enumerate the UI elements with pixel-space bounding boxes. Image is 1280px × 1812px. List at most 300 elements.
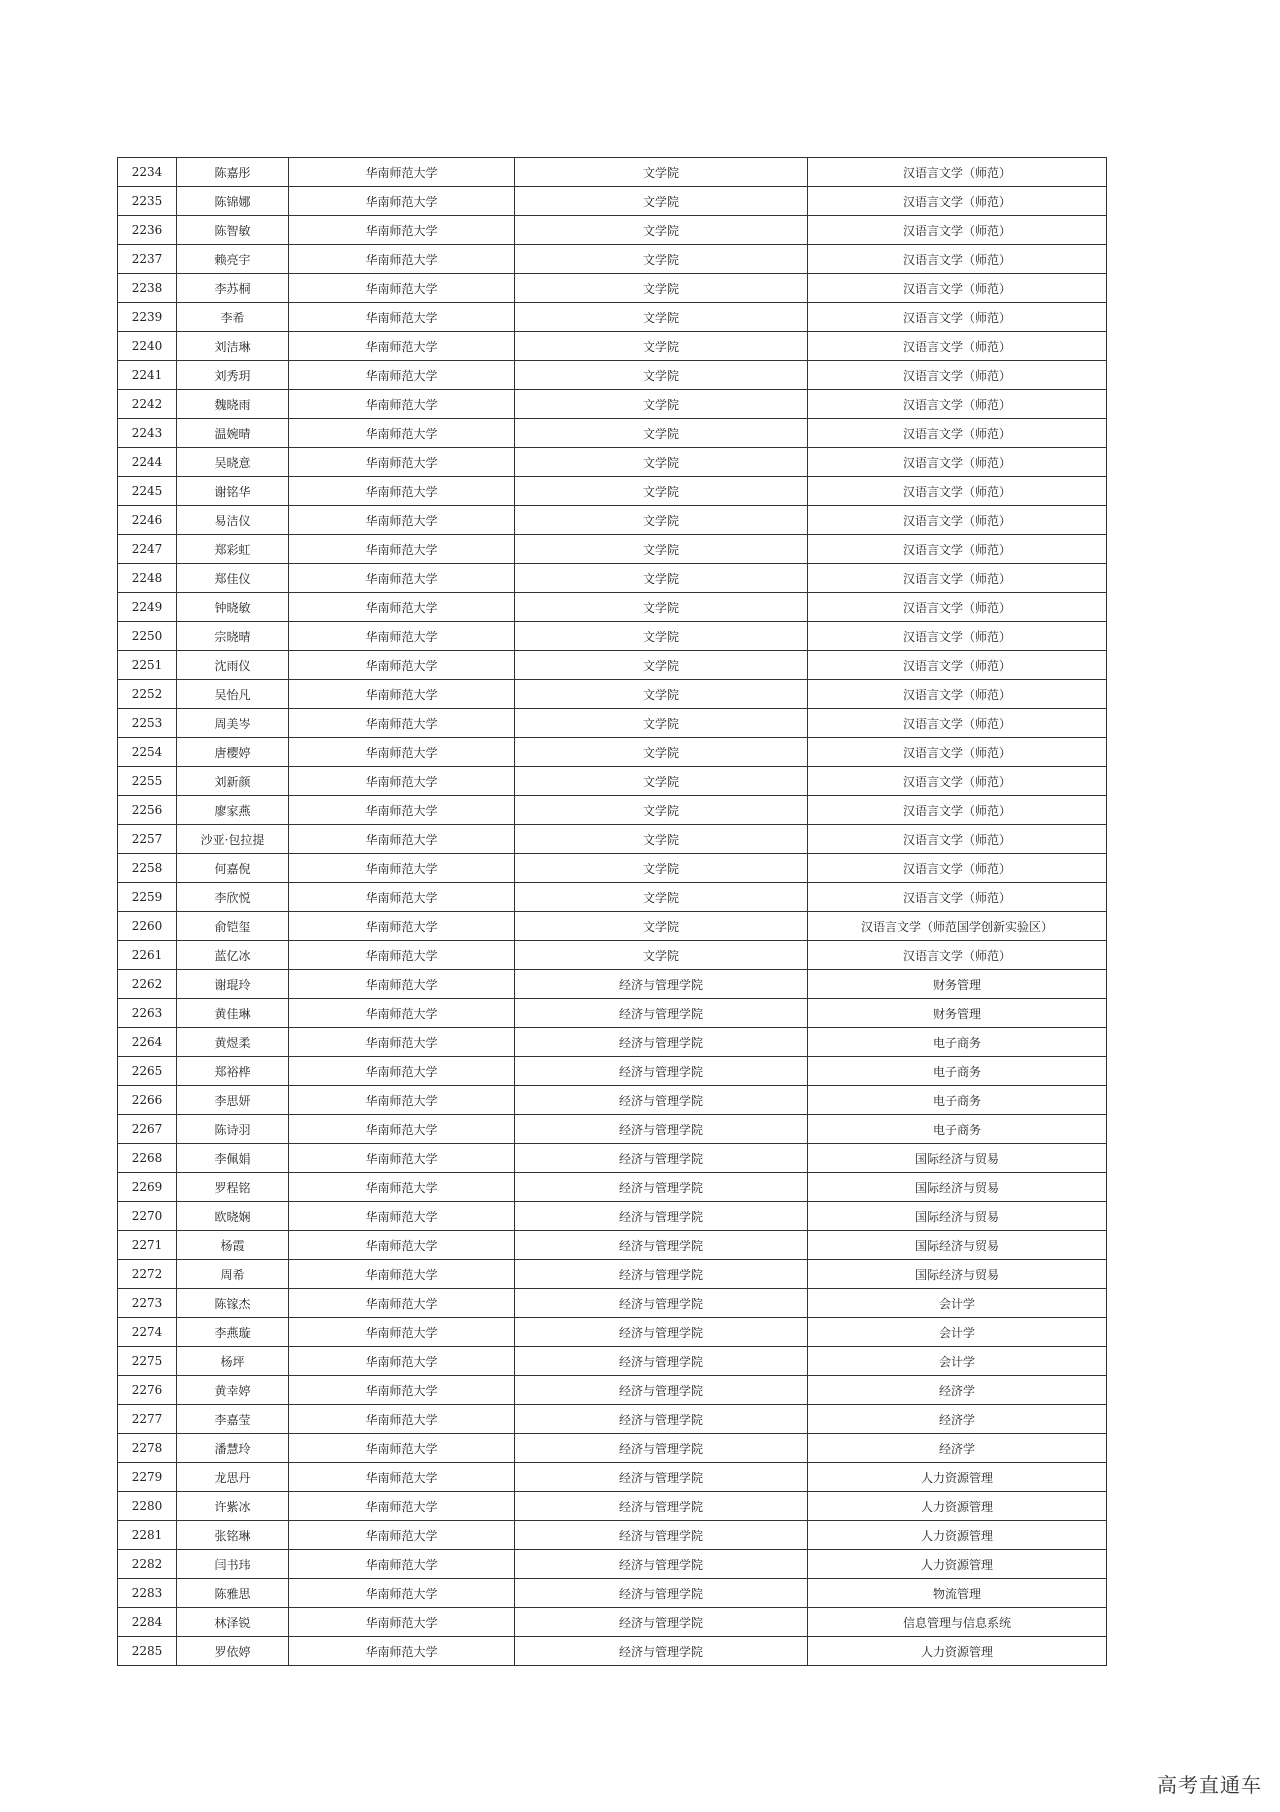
university-cell: 华南师范大学 <box>289 1260 515 1289</box>
college-cell: 文学院 <box>515 216 808 245</box>
row-number-cell: 2254 <box>118 738 177 767</box>
name-cell: 郑彩虹 <box>177 535 289 564</box>
name-cell: 钟晓敏 <box>177 593 289 622</box>
university-cell: 华南师范大学 <box>289 680 515 709</box>
row-number-cell: 2253 <box>118 709 177 738</box>
major-cell: 汉语言文学（师范） <box>808 564 1107 593</box>
major-cell: 汉语言文学（师范） <box>808 187 1107 216</box>
row-number-cell: 2266 <box>118 1086 177 1115</box>
row-number-cell: 2235 <box>118 187 177 216</box>
row-number-cell: 2273 <box>118 1289 177 1318</box>
major-cell: 汉语言文学（师范） <box>808 941 1107 970</box>
college-cell: 经济与管理学院 <box>515 1318 808 1347</box>
major-cell: 汉语言文学（师范） <box>808 245 1107 274</box>
major-cell: 国际经济与贸易 <box>808 1231 1107 1260</box>
row-number-cell: 2255 <box>118 767 177 796</box>
major-cell: 汉语言文学（师范） <box>808 448 1107 477</box>
college-cell: 经济与管理学院 <box>515 1405 808 1434</box>
table-row <box>118 883 1107 912</box>
row-number-cell: 2277 <box>118 1405 177 1434</box>
name-cell: 廖家燕 <box>177 796 289 825</box>
table-row <box>118 709 1107 738</box>
name-cell: 谢铭华 <box>177 477 289 506</box>
university-cell: 华南师范大学 <box>289 564 515 593</box>
college-cell: 文学院 <box>515 651 808 680</box>
table-row <box>118 1202 1107 1231</box>
table-row <box>118 1231 1107 1260</box>
university-cell: 华南师范大学 <box>289 738 515 767</box>
college-cell: 文学院 <box>515 854 808 883</box>
major-cell: 财务管理 <box>808 999 1107 1028</box>
table-row <box>118 419 1107 448</box>
major-cell: 电子商务 <box>808 1115 1107 1144</box>
table-row <box>118 970 1107 999</box>
row-number-cell: 2260 <box>118 912 177 941</box>
college-cell: 文学院 <box>515 535 808 564</box>
name-cell: 赖亮宇 <box>177 245 289 274</box>
name-cell: 陈镓杰 <box>177 1289 289 1318</box>
college-cell: 经济与管理学院 <box>515 1057 808 1086</box>
university-cell: 华南师范大学 <box>289 622 515 651</box>
major-cell: 人力资源管理 <box>808 1550 1107 1579</box>
name-cell: 陈智敏 <box>177 216 289 245</box>
table-row <box>118 854 1107 883</box>
name-cell: 陈诗羽 <box>177 1115 289 1144</box>
row-number-cell: 2250 <box>118 622 177 651</box>
row-number-cell: 2252 <box>118 680 177 709</box>
table-row <box>118 999 1107 1028</box>
row-number-cell: 2240 <box>118 332 177 361</box>
major-cell: 汉语言文学（师范） <box>808 216 1107 245</box>
university-cell: 华南师范大学 <box>289 767 515 796</box>
major-cell: 汉语言文学（师范） <box>808 854 1107 883</box>
table-row <box>118 1637 1107 1666</box>
college-cell: 文学院 <box>515 564 808 593</box>
table-row <box>118 535 1107 564</box>
name-cell: 宗晓晴 <box>177 622 289 651</box>
university-cell: 华南师范大学 <box>289 535 515 564</box>
name-cell: 刘新颜 <box>177 767 289 796</box>
row-number-cell: 2247 <box>118 535 177 564</box>
name-cell: 闫书玮 <box>177 1550 289 1579</box>
university-cell: 华南师范大学 <box>289 796 515 825</box>
table-row <box>118 1492 1107 1521</box>
table-row <box>118 796 1107 825</box>
university-cell: 华南师范大学 <box>289 216 515 245</box>
college-cell: 文学院 <box>515 738 808 767</box>
major-cell: 汉语言文学（师范） <box>808 651 1107 680</box>
table-row <box>118 1347 1107 1376</box>
name-cell: 许紫冰 <box>177 1492 289 1521</box>
university-cell: 华南师范大学 <box>289 1434 515 1463</box>
college-cell: 文学院 <box>515 274 808 303</box>
row-number-cell: 2243 <box>118 419 177 448</box>
college-cell: 经济与管理学院 <box>515 1115 808 1144</box>
table-row <box>118 274 1107 303</box>
row-number-cell: 2264 <box>118 1028 177 1057</box>
university-cell: 华南师范大学 <box>289 187 515 216</box>
name-cell: 罗依婷 <box>177 1637 289 1666</box>
university-cell: 华南师范大学 <box>289 883 515 912</box>
university-cell: 华南师范大学 <box>289 1347 515 1376</box>
college-cell: 文学院 <box>515 622 808 651</box>
row-number-cell: 2238 <box>118 274 177 303</box>
major-cell: 汉语言文学（师范） <box>808 593 1107 622</box>
college-cell: 经济与管理学院 <box>515 1579 808 1608</box>
name-cell: 吴怡凡 <box>177 680 289 709</box>
major-cell: 人力资源管理 <box>808 1492 1107 1521</box>
table-row <box>118 303 1107 332</box>
university-cell: 华南师范大学 <box>289 1173 515 1202</box>
row-number-cell: 2257 <box>118 825 177 854</box>
major-cell: 会计学 <box>808 1318 1107 1347</box>
university-cell: 华南师范大学 <box>289 1115 515 1144</box>
row-number-cell: 2267 <box>118 1115 177 1144</box>
major-cell: 汉语言文学（师范） <box>808 796 1107 825</box>
row-number-cell: 2245 <box>118 477 177 506</box>
table-row <box>118 506 1107 535</box>
university-cell: 华南师范大学 <box>289 245 515 274</box>
name-cell: 郑佳仪 <box>177 564 289 593</box>
college-cell: 经济与管理学院 <box>515 1376 808 1405</box>
college-cell: 文学院 <box>515 767 808 796</box>
name-cell: 黄煜柔 <box>177 1028 289 1057</box>
table-row <box>118 332 1107 361</box>
name-cell: 刘洁琳 <box>177 332 289 361</box>
university-cell: 华南师范大学 <box>289 332 515 361</box>
table-row <box>118 1260 1107 1289</box>
name-cell: 李嘉莹 <box>177 1405 289 1434</box>
college-cell: 文学院 <box>515 941 808 970</box>
major-cell: 汉语言文学（师范） <box>808 535 1107 564</box>
table-row <box>118 1463 1107 1492</box>
college-cell: 经济与管理学院 <box>515 1434 808 1463</box>
row-number-cell: 2284 <box>118 1608 177 1637</box>
major-cell: 电子商务 <box>808 1028 1107 1057</box>
table-row <box>118 448 1107 477</box>
table-row <box>118 245 1107 274</box>
university-cell: 华南师范大学 <box>289 941 515 970</box>
row-number-cell: 2261 <box>118 941 177 970</box>
college-cell: 经济与管理学院 <box>515 1086 808 1115</box>
major-cell: 汉语言文学（师范） <box>808 303 1107 332</box>
major-cell: 汉语言文学（师范） <box>808 477 1107 506</box>
college-cell: 文学院 <box>515 680 808 709</box>
name-cell: 林泽锐 <box>177 1608 289 1637</box>
table-row <box>118 1318 1107 1347</box>
name-cell: 杨霞 <box>177 1231 289 1260</box>
table-row <box>118 622 1107 651</box>
major-cell: 人力资源管理 <box>808 1521 1107 1550</box>
college-cell: 文学院 <box>515 883 808 912</box>
row-number-cell: 2237 <box>118 245 177 274</box>
name-cell: 黄佳琳 <box>177 999 289 1028</box>
university-cell: 华南师范大学 <box>289 1521 515 1550</box>
college-cell: 文学院 <box>515 187 808 216</box>
college-cell: 经济与管理学院 <box>515 1492 808 1521</box>
university-cell: 华南师范大学 <box>289 1289 515 1318</box>
table-row <box>118 1028 1107 1057</box>
table-row <box>118 1579 1107 1608</box>
college-cell: 经济与管理学院 <box>515 1463 808 1492</box>
table-row <box>118 477 1107 506</box>
major-cell: 会计学 <box>808 1347 1107 1376</box>
row-number-cell: 2281 <box>118 1521 177 1550</box>
major-cell: 汉语言文学（师范） <box>808 622 1107 651</box>
university-cell: 华南师范大学 <box>289 1231 515 1260</box>
university-cell: 华南师范大学 <box>289 1376 515 1405</box>
row-number-cell: 2258 <box>118 854 177 883</box>
name-cell: 俞铠玺 <box>177 912 289 941</box>
row-number-cell: 2241 <box>118 361 177 390</box>
university-cell: 华南师范大学 <box>289 158 515 187</box>
university-cell: 华南师范大学 <box>289 506 515 535</box>
name-cell: 杨坪 <box>177 1347 289 1376</box>
row-number-cell: 2263 <box>118 999 177 1028</box>
major-cell: 国际经济与贸易 <box>808 1260 1107 1289</box>
row-number-cell: 2244 <box>118 448 177 477</box>
university-cell: 华南师范大学 <box>289 999 515 1028</box>
table-row <box>118 738 1107 767</box>
name-cell: 李欣悦 <box>177 883 289 912</box>
university-cell: 华南师范大学 <box>289 1492 515 1521</box>
row-number-cell: 2276 <box>118 1376 177 1405</box>
name-cell: 周美岑 <box>177 709 289 738</box>
major-cell: 汉语言文学（师范） <box>808 709 1107 738</box>
college-cell: 文学院 <box>515 245 808 274</box>
table-row <box>118 680 1107 709</box>
table-row <box>118 1608 1107 1637</box>
university-cell: 华南师范大学 <box>289 303 515 332</box>
college-cell: 经济与管理学院 <box>515 1521 808 1550</box>
name-cell: 李佩娟 <box>177 1144 289 1173</box>
row-number-cell: 2269 <box>118 1173 177 1202</box>
name-cell: 龙思丹 <box>177 1463 289 1492</box>
row-number-cell: 2268 <box>118 1144 177 1173</box>
name-cell: 张铭琳 <box>177 1521 289 1550</box>
row-number-cell: 2262 <box>118 970 177 999</box>
university-cell: 华南师范大学 <box>289 448 515 477</box>
major-cell: 汉语言文学（师范） <box>808 738 1107 767</box>
university-cell: 华南师范大学 <box>289 593 515 622</box>
major-cell: 汉语言文学（师范） <box>808 825 1107 854</box>
name-cell: 罗程铭 <box>177 1173 289 1202</box>
college-cell: 经济与管理学院 <box>515 1550 808 1579</box>
university-cell: 华南师范大学 <box>289 477 515 506</box>
name-cell: 刘秀玥 <box>177 361 289 390</box>
row-number-cell: 2282 <box>118 1550 177 1579</box>
name-cell: 沈雨仪 <box>177 651 289 680</box>
major-cell: 电子商务 <box>808 1086 1107 1115</box>
row-number-cell: 2242 <box>118 390 177 419</box>
row-number-cell: 2249 <box>118 593 177 622</box>
major-cell: 经济学 <box>808 1405 1107 1434</box>
table-row <box>118 1057 1107 1086</box>
major-cell: 经济学 <box>808 1376 1107 1405</box>
name-cell: 易洁仪 <box>177 506 289 535</box>
table-row <box>118 1086 1107 1115</box>
table-row <box>118 361 1107 390</box>
major-cell: 财务管理 <box>808 970 1107 999</box>
row-number-cell: 2259 <box>118 883 177 912</box>
row-number-cell: 2248 <box>118 564 177 593</box>
table-row <box>118 912 1107 941</box>
row-number-cell: 2239 <box>118 303 177 332</box>
name-cell: 李希 <box>177 303 289 332</box>
university-cell: 华南师范大学 <box>289 651 515 680</box>
major-cell: 信息管理与信息系统 <box>808 1608 1107 1637</box>
row-number-cell: 2272 <box>118 1260 177 1289</box>
university-cell: 华南师范大学 <box>289 390 515 419</box>
table-row <box>118 1173 1107 1202</box>
college-cell: 文学院 <box>515 593 808 622</box>
university-cell: 华南师范大学 <box>289 970 515 999</box>
name-cell: 魏晓雨 <box>177 390 289 419</box>
table-row <box>118 1376 1107 1405</box>
name-cell: 吴晓意 <box>177 448 289 477</box>
college-cell: 文学院 <box>515 825 808 854</box>
college-cell: 文学院 <box>515 796 808 825</box>
name-cell: 陈雅思 <box>177 1579 289 1608</box>
major-cell: 物流管理 <box>808 1579 1107 1608</box>
row-number-cell: 2278 <box>118 1434 177 1463</box>
row-number-cell: 2283 <box>118 1579 177 1608</box>
college-cell: 经济与管理学院 <box>515 1028 808 1057</box>
major-cell: 会计学 <box>808 1289 1107 1318</box>
watermark: 高考直通车 <box>1157 1773 1262 1797</box>
college-cell: 经济与管理学院 <box>515 1173 808 1202</box>
table-row <box>118 1521 1107 1550</box>
university-cell: 华南师范大学 <box>289 854 515 883</box>
college-cell: 文学院 <box>515 709 808 738</box>
major-cell: 汉语言文学（师范） <box>808 158 1107 187</box>
table-row <box>118 1405 1107 1434</box>
name-cell: 温婉晴 <box>177 419 289 448</box>
name-cell: 陈嘉彤 <box>177 158 289 187</box>
major-cell: 汉语言文学（师范） <box>808 883 1107 912</box>
row-number-cell: 2256 <box>118 796 177 825</box>
university-cell: 华南师范大学 <box>289 1086 515 1115</box>
college-cell: 经济与管理学院 <box>515 1144 808 1173</box>
college-cell: 经济与管理学院 <box>515 970 808 999</box>
college-cell: 文学院 <box>515 419 808 448</box>
row-number-cell: 2246 <box>118 506 177 535</box>
college-cell: 经济与管理学院 <box>515 999 808 1028</box>
table-row <box>118 390 1107 419</box>
row-number-cell: 2265 <box>118 1057 177 1086</box>
major-cell: 国际经济与贸易 <box>808 1202 1107 1231</box>
name-cell: 黄幸婷 <box>177 1376 289 1405</box>
college-cell: 文学院 <box>515 448 808 477</box>
name-cell: 郑裕桦 <box>177 1057 289 1086</box>
name-cell: 李苏桐 <box>177 274 289 303</box>
major-cell: 国际经济与贸易 <box>808 1173 1107 1202</box>
university-cell: 华南师范大学 <box>289 1405 515 1434</box>
college-cell: 文学院 <box>515 303 808 332</box>
major-cell: 国际经济与贸易 <box>808 1144 1107 1173</box>
name-cell: 蓝亿冰 <box>177 941 289 970</box>
university-cell: 华南师范大学 <box>289 825 515 854</box>
major-cell: 汉语言文学（师范） <box>808 767 1107 796</box>
college-cell: 经济与管理学院 <box>515 1608 808 1637</box>
major-cell: 人力资源管理 <box>808 1637 1107 1666</box>
college-cell: 文学院 <box>515 477 808 506</box>
row-number-cell: 2236 <box>118 216 177 245</box>
major-cell: 汉语言文学（师范国学创新实验区） <box>808 912 1107 941</box>
admission-list-table <box>117 157 1107 1666</box>
major-cell: 人力资源管理 <box>808 1463 1107 1492</box>
row-number-cell: 2275 <box>118 1347 177 1376</box>
college-cell: 文学院 <box>515 912 808 941</box>
college-cell: 文学院 <box>515 506 808 535</box>
college-cell: 经济与管理学院 <box>515 1260 808 1289</box>
university-cell: 华南师范大学 <box>289 1608 515 1637</box>
university-cell: 华南师范大学 <box>289 274 515 303</box>
university-cell: 华南师范大学 <box>289 709 515 738</box>
table-row <box>118 825 1107 854</box>
table-row <box>118 1434 1107 1463</box>
university-cell: 华南师范大学 <box>289 1637 515 1666</box>
college-cell: 文学院 <box>515 332 808 361</box>
college-cell: 文学院 <box>515 158 808 187</box>
name-cell: 李思妍 <box>177 1086 289 1115</box>
row-number-cell: 2271 <box>118 1231 177 1260</box>
major-cell: 电子商务 <box>808 1057 1107 1086</box>
major-cell: 汉语言文学（师范） <box>808 506 1107 535</box>
name-cell: 周希 <box>177 1260 289 1289</box>
university-cell: 华南师范大学 <box>289 1318 515 1347</box>
name-cell: 沙亚·包拉提 <box>177 825 289 854</box>
college-cell: 文学院 <box>515 361 808 390</box>
university-cell: 华南师范大学 <box>289 1057 515 1086</box>
table-row <box>118 651 1107 680</box>
row-number-cell: 2274 <box>118 1318 177 1347</box>
university-cell: 华南师范大学 <box>289 1579 515 1608</box>
table-row <box>118 187 1107 216</box>
row-number-cell: 2234 <box>118 158 177 187</box>
major-cell: 汉语言文学（师范） <box>808 419 1107 448</box>
table-row <box>118 216 1107 245</box>
table-row <box>118 1550 1107 1579</box>
table-body <box>118 158 1107 1666</box>
row-number-cell: 2285 <box>118 1637 177 1666</box>
table-row <box>118 1289 1107 1318</box>
university-cell: 华南师范大学 <box>289 1144 515 1173</box>
university-cell: 华南师范大学 <box>289 1550 515 1579</box>
college-cell: 经济与管理学院 <box>515 1231 808 1260</box>
name-cell: 陈锦娜 <box>177 187 289 216</box>
university-cell: 华南师范大学 <box>289 361 515 390</box>
name-cell: 唐樱婷 <box>177 738 289 767</box>
major-cell: 汉语言文学（师范） <box>808 332 1107 361</box>
college-cell: 经济与管理学院 <box>515 1347 808 1376</box>
table-row <box>118 767 1107 796</box>
table-row <box>118 564 1107 593</box>
college-cell: 经济与管理学院 <box>515 1637 808 1666</box>
major-cell: 汉语言文学（师范） <box>808 390 1107 419</box>
table-row <box>118 941 1107 970</box>
row-number-cell: 2270 <box>118 1202 177 1231</box>
major-cell: 经济学 <box>808 1434 1107 1463</box>
university-cell: 华南师范大学 <box>289 1028 515 1057</box>
major-cell: 汉语言文学（师范） <box>808 680 1107 709</box>
college-cell: 文学院 <box>515 390 808 419</box>
name-cell: 潘慧玲 <box>177 1434 289 1463</box>
row-number-cell: 2279 <box>118 1463 177 1492</box>
name-cell: 何嘉倪 <box>177 854 289 883</box>
table-row <box>118 1115 1107 1144</box>
university-cell: 华南师范大学 <box>289 912 515 941</box>
